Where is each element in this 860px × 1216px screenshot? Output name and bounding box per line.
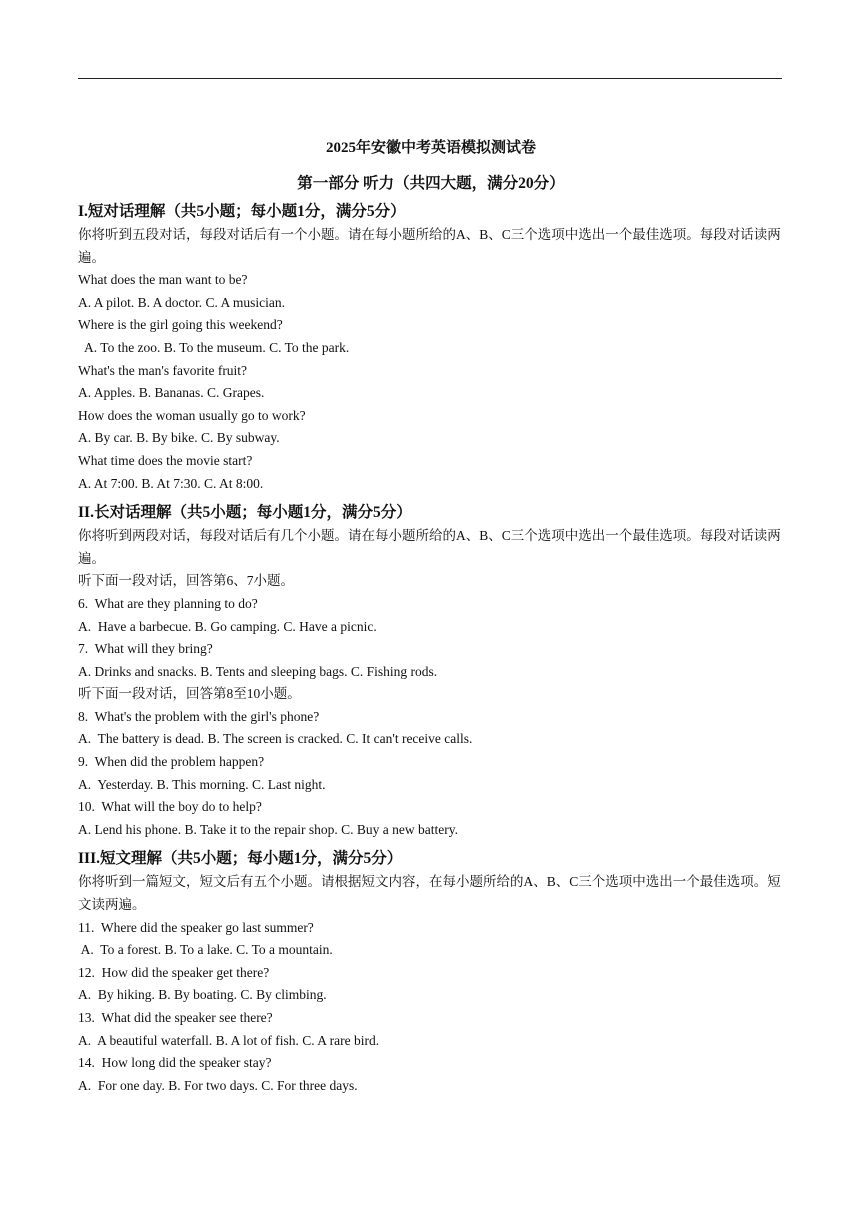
option-line: A. Drinks and snacks. B. Tents and sleeping bags. C. Fishing rods. (78, 663, 438, 679)
option-line: A. Yesterday. B. This morning. C. Last night. (78, 776, 326, 792)
section-3-questions (78, 917, 784, 1098)
section-2-instructions: 你将听到两段对话，每段对话后有几个小题。请在每小题所给的A、B、C三个选项中选出一个最佳选项。每段对话读两遍。 (78, 528, 781, 566)
option-line: A. A beautiful waterfall. B. A lot of fish. C. A rare bird. (78, 1032, 380, 1048)
option-line: A. By car. B. By bike. C. By subway. (78, 430, 280, 446)
header-rule (78, 78, 782, 79)
option-line: A. A pilot. B. A doctor. C. A musician. (78, 294, 286, 310)
option-line: A. For one day. B. For two days. C. For three days. (78, 1077, 358, 1093)
section-1-instructions: 你将听到五段对话，每段对话后有一个小题。请在每小题所给的A、B、C三个选项中选出一个最佳选项。每段对话读两遍。 (78, 227, 781, 265)
section-1-questions (78, 269, 784, 495)
document-body (78, 136, 784, 1097)
section-3-instructions: 你将听到一篇短文，短文后有五个小题。请根据短文内容，在每小题所给的A、B、C三个选项中选出一个最佳选项。短文读两遍。 (78, 874, 781, 913)
option-line: A. The battery is dead. B. The screen is cracked. C. It can't receive calls. (78, 731, 473, 747)
section-2-questions (78, 570, 784, 841)
section-3-heading: III.短文理解（共5小题；每小题1分，满分5分） (78, 850, 403, 868)
question-line: 11. Where did the speaker go last summer? (78, 919, 314, 935)
option-line: A. Lend his phone. B. Take it to the repair shop. C. Buy a new battery. (78, 821, 458, 837)
question-line: How does the woman usually go to work? (78, 407, 306, 423)
question-line: 9. When did the problem happen? (78, 754, 265, 770)
question-line: What's the man's favorite fruit? (78, 362, 248, 378)
question-line: 10. What will the boy do to help? (78, 799, 262, 815)
question-line: 8. What's the problem with the girl's phone? (78, 708, 320, 724)
option-line: A. Have a barbecue. B. Go camping. C. Have a picnic. (78, 618, 377, 634)
sub-instruction: 听下面一段对话，回答第6、7小题。 (78, 573, 294, 589)
part-one-heading: 第一部分 听力（共四大题，满分20分） (297, 175, 565, 192)
question-line: 6. What are they planning to do? (78, 595, 258, 611)
option-line: A. Apples. B. Bananas. C. Grapes. (78, 385, 265, 401)
question-line: 12. How did the speaker get there? (78, 964, 270, 980)
question-line: What does the man want to be? (78, 272, 248, 288)
section-1-heading: I.短对话理解（共5小题；每小题1分，满分5分） (78, 203, 406, 220)
option-line: A. By hiking. B. By boating. C. By climbing. (78, 987, 327, 1003)
sub-instruction: 听下面一段对话，回答第8至10小题。 (78, 686, 301, 702)
exam-title: 2025年安徽中考英语模拟测试卷 (325, 140, 536, 156)
question-line: Where is the girl going this weekend? (78, 317, 283, 333)
question-line: 7. What will they bring? (78, 641, 213, 657)
question-line: 14. How long did the speaker stay? (78, 1055, 272, 1071)
question-line: 13. What did the speaker see there? (78, 1010, 273, 1025)
option-line: A. To a forest. B. To a lake. C. To a mountain. (78, 942, 333, 958)
option-line: A. To the zoo. B. To the museum. C. To the park. (78, 339, 350, 355)
section-2-heading: II.长对话理解（共5小题；每小题1分，满分5分） (78, 504, 412, 522)
question-line: What time does the movie start? (78, 452, 253, 468)
option-line: A. At 7:00. B. At 7:30. C. At 8:00. (78, 475, 264, 491)
